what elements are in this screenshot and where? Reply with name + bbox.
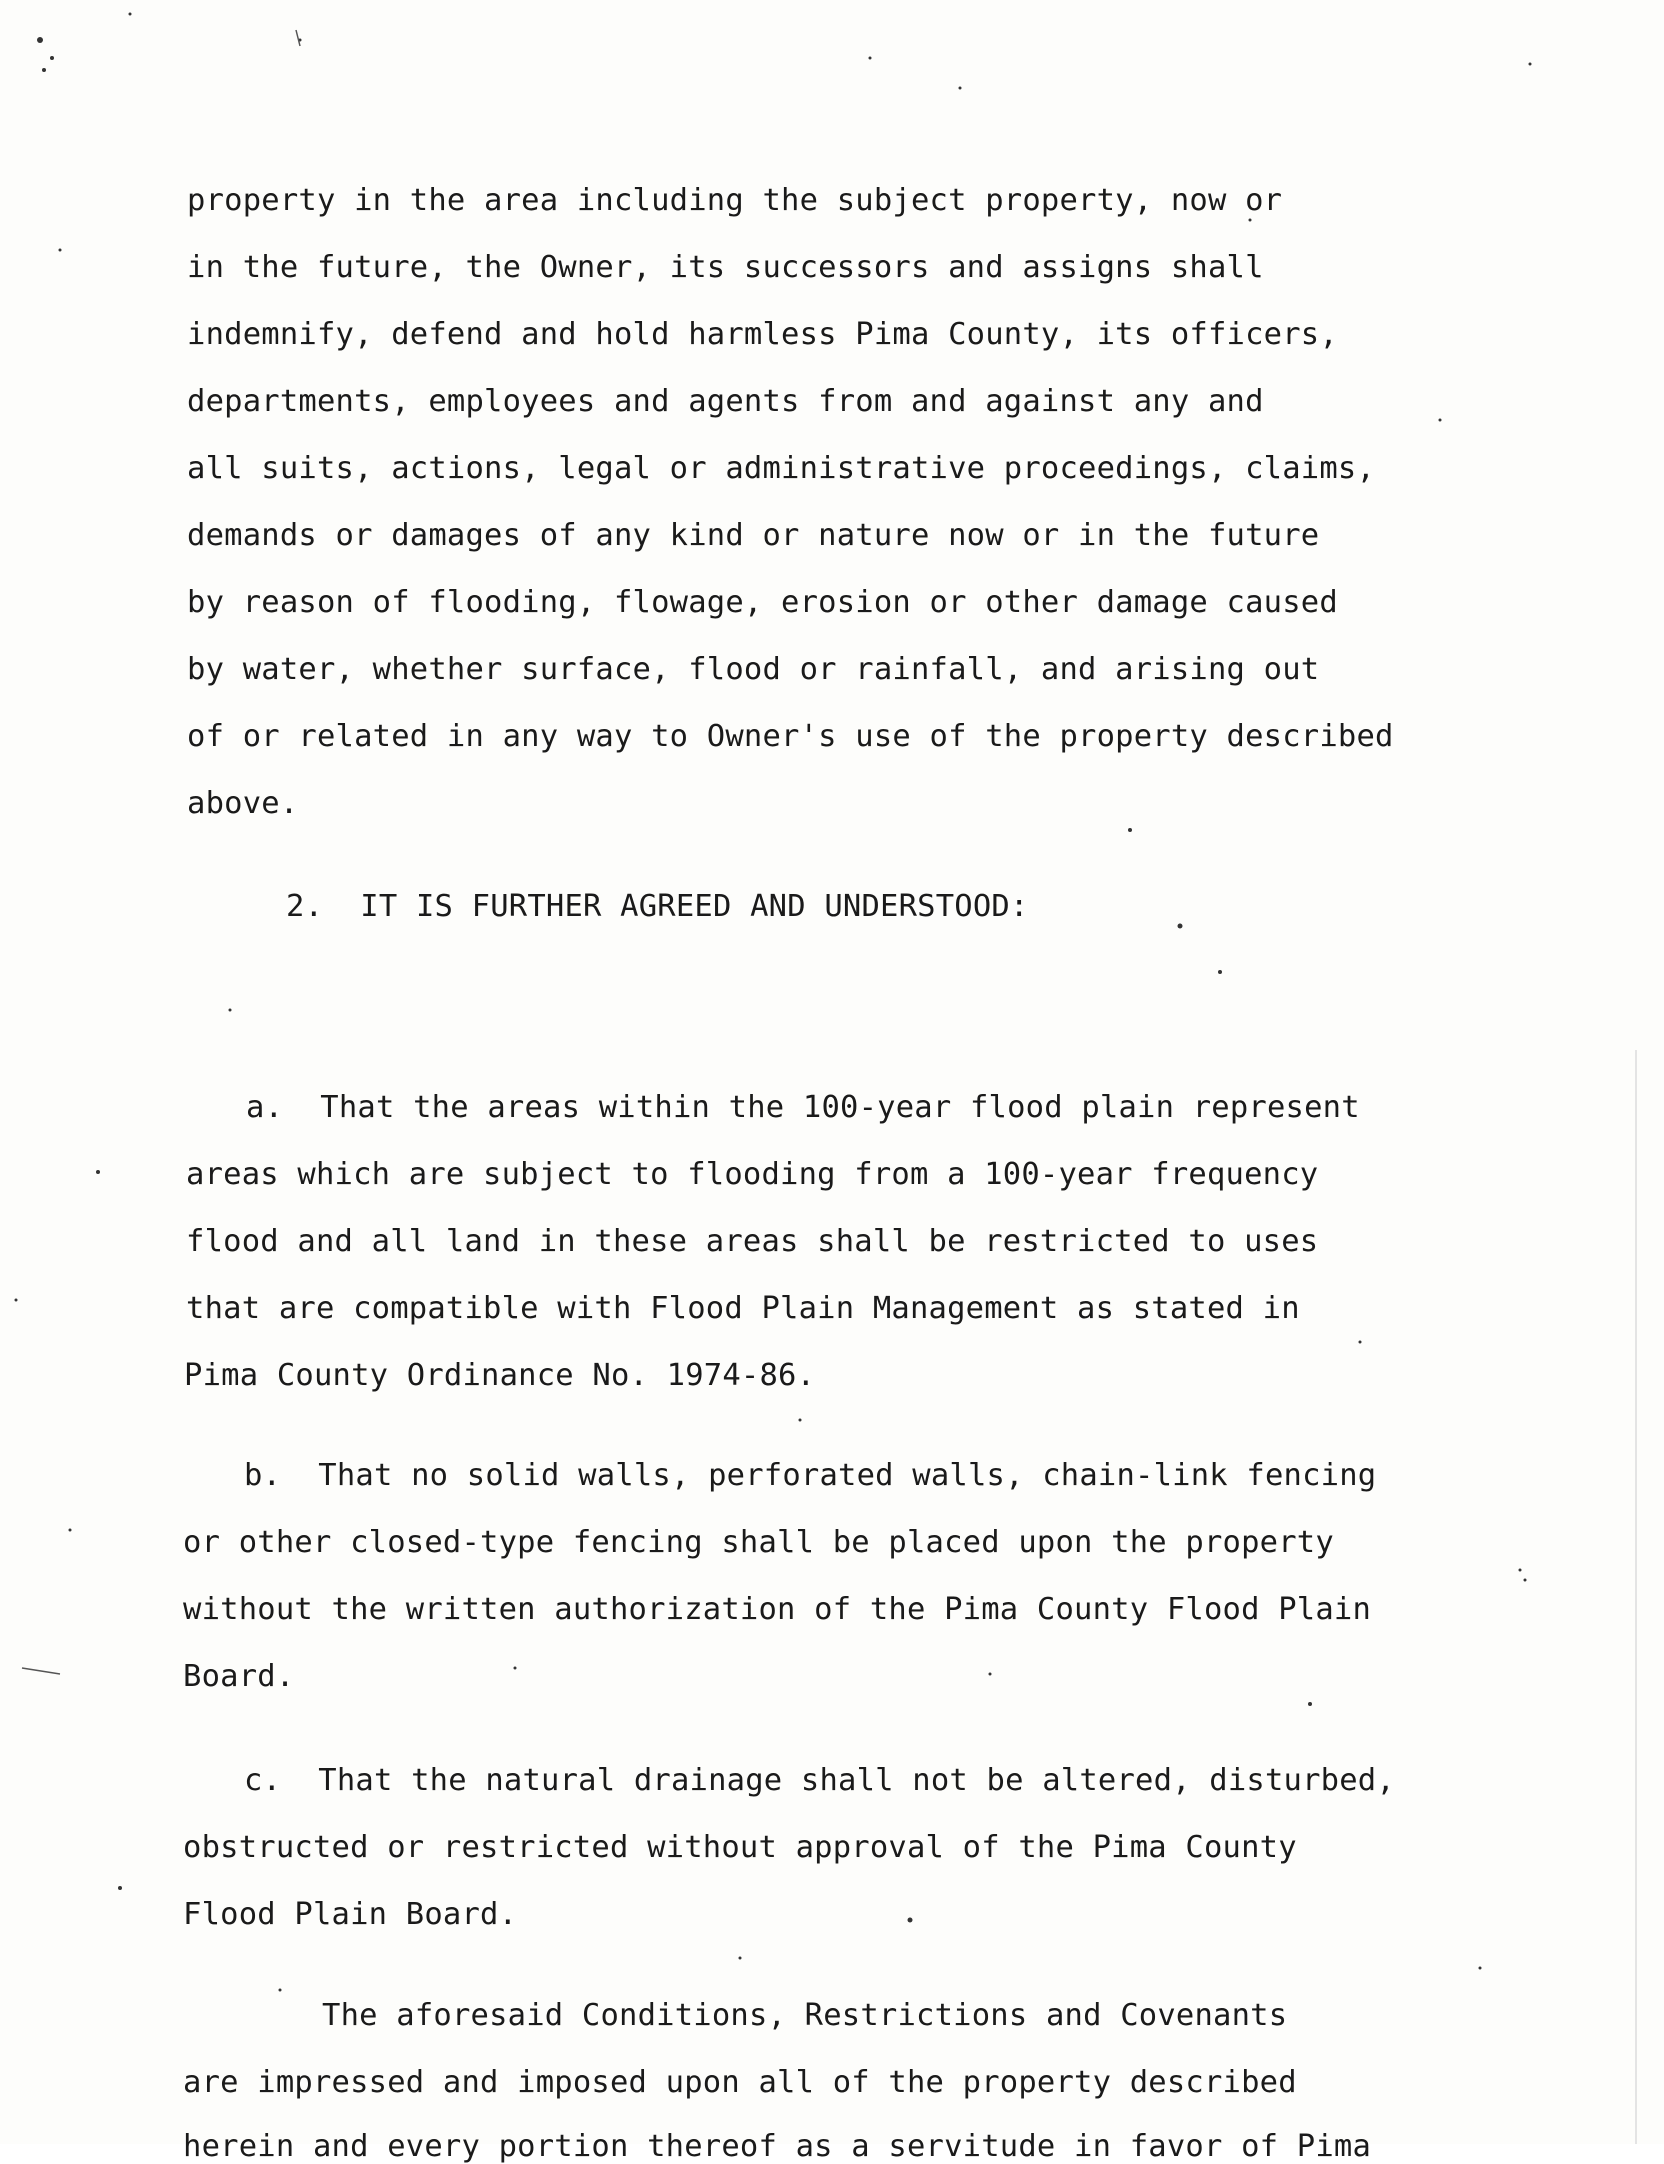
section-2-heading: 2. IT IS FURTHER AGREED AND UNDERSTOOD: (286, 889, 1029, 924)
paragraph-1-line-3: indemnify, defend and hold harmless Pima County, its officers, (187, 317, 1338, 352)
paragraph-1-line-9: of or related in any way to Owner's use of the property described (187, 719, 1394, 754)
closing-paragraph-line-3: herein and every portion thereof as a servitude in favor of Pima (183, 2129, 1372, 2164)
paragraph-1-line-2: in the future, the Owner, its successors and assigns shall (187, 250, 1264, 285)
item-c-line-3: Flood Plain Board. (183, 1897, 518, 1932)
item-a-line-4: that are compatible with Flood Plain Management as stated in (186, 1291, 1300, 1326)
item-b-line-1: b. That no solid walls, perforated walls, chain-link fencing (244, 1458, 1377, 1493)
paragraph-1-line-8: by water, whether surface, flood or rainfall, and arising out (187, 652, 1320, 687)
item-a-line-2: areas which are subject to flooding from a 100-year frequency (186, 1157, 1319, 1192)
paragraph-1-line-7: by reason of flooding, flowage, erosion or other damage caused (187, 585, 1338, 620)
closing-paragraph-line-1: The aforesaid Conditions, Restrictions and Covenants (322, 1998, 1288, 2033)
paragraph-1-line-10: above. (187, 786, 299, 821)
item-a-line-1: a. That the areas within the 100-year flood plain represent (246, 1090, 1360, 1125)
paragraph-1-line-6: demands or damages of any kind or nature now or in the future (187, 518, 1320, 553)
closing-paragraph-line-2: are impressed and imposed upon all of the property described (183, 2065, 1297, 2100)
paragraph-1-line-1: property in the area including the subject property, now or (187, 183, 1283, 218)
item-b-line-3: without the written authorization of the Pima County Flood Plain (183, 1592, 1372, 1627)
item-a-line-5: Pima County Ordinance No. 1974-86. (184, 1358, 816, 1393)
item-c-line-2: obstructed or restricted without approval of the Pima County (183, 1830, 1297, 1865)
item-b-line-2: or other closed-type fencing shall be placed upon the property (183, 1525, 1334, 1560)
item-c-line-1: c. That the natural drainage shall not be altered, disturbed, (244, 1763, 1395, 1798)
paragraph-1-line-5: all suits, actions, legal or administrative proceedings, claims, (187, 451, 1376, 486)
paragraph-1-line-4: departments, employees and agents from and against any and (187, 384, 1264, 419)
item-a-line-3: flood and all land in these areas shall be restricted to uses (186, 1224, 1319, 1259)
item-b-line-4: Board. (183, 1659, 295, 1694)
